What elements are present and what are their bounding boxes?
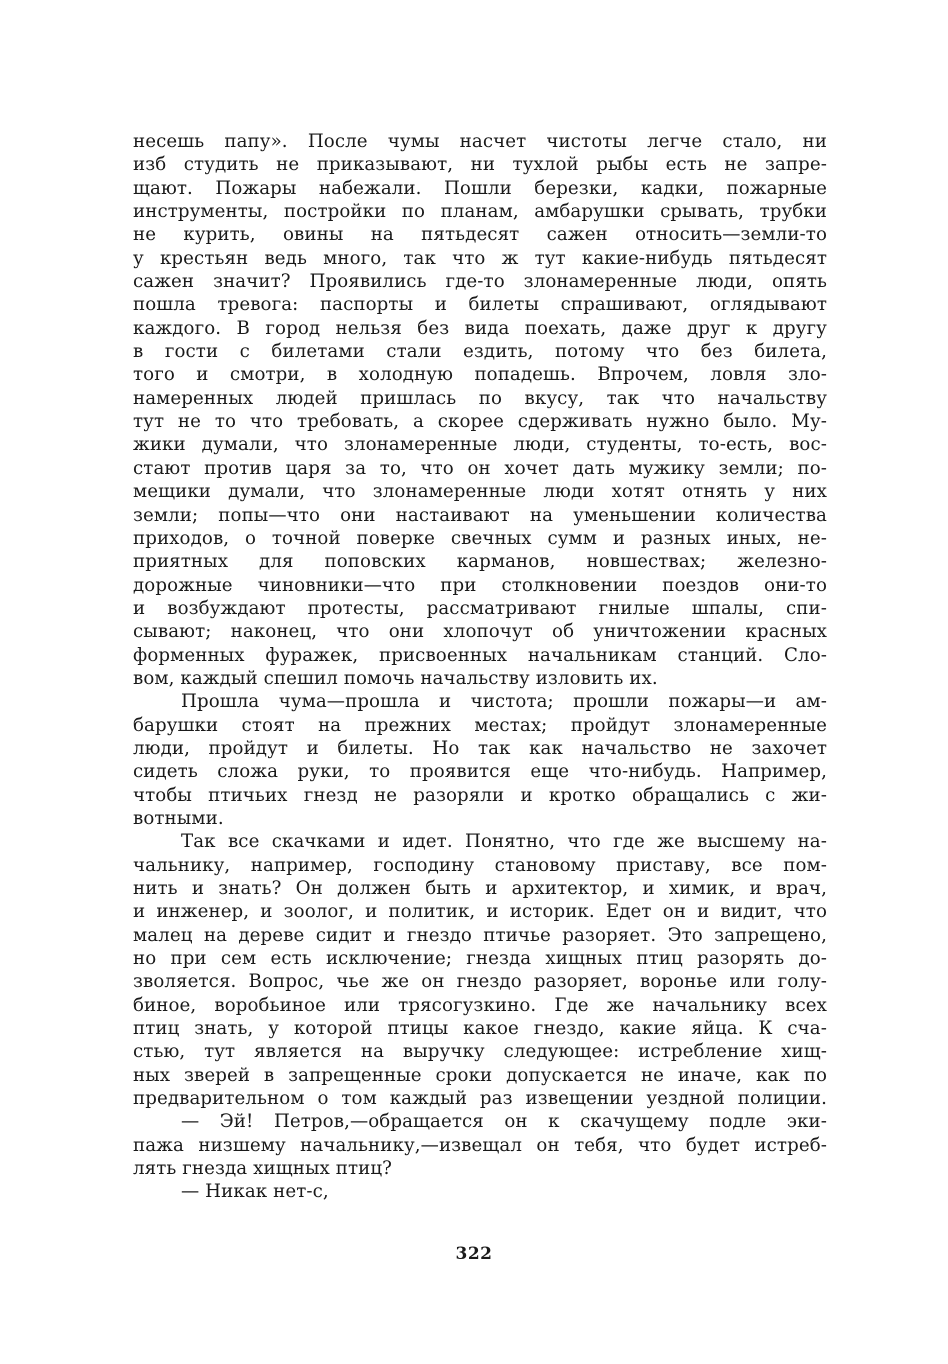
text-line: вотными. [133, 807, 224, 829]
text-line: не курить, овины на пятьдесят сажен относить—земли-то [133, 224, 827, 246]
text-line: несешь папу». После чумы насчет чистоты легче стало, ни [133, 131, 827, 152]
text-line: но при сем есть исключение; гнезда хищных птиц разорять до- [133, 948, 827, 970]
text-line: Так все скачками и идет. Понятно, что где же высшему на- [181, 831, 827, 853]
text-line: жики думали, что злонамеренные люди, студенты, то-есть, вос- [133, 434, 827, 456]
text-line: стью, тут является на выручку следующее: истребление хищ- [133, 1041, 827, 1063]
text-line: в гости с билетами стали ездить, потому что без билета, [133, 341, 827, 363]
text-line: сывают; наконец, что они хлопочут об уничтожении красных [133, 621, 827, 643]
text-line: вом, каждый спешил помочь начальству изловить их. [133, 667, 658, 689]
text-line: сажен значит? Проявились где-то злонамеренные люди, опять [133, 271, 827, 293]
text-line: зволяется. Вопрос, чье же он гнездо разоряет, воронье или голу- [133, 971, 827, 993]
text-line: и возбуждают протесты, рассматривают гнилые шпалы, спи- [133, 597, 827, 619]
text-line: тут не то что требовать, а скорее сдерживать нужно было. Му- [133, 411, 827, 433]
text-line: птиц знать, у которой птицы какое гнездо, какие яйца. К сча- [133, 1018, 827, 1040]
text-line: сидеть сложа руки, то проявится еще что-нибудь. Например, [133, 761, 827, 783]
text-line: чальнику, например, господину становому приставу, все пом- [133, 854, 827, 876]
text-line: земли; попы—что они настаивают на уменьшении количества [133, 504, 827, 526]
text-line: люди, пройдут и билеты. Но так как начальство не захочет [133, 737, 827, 759]
text-line: у крестьян ведь много, так что ж тут какие-нибудь пятьдесят [133, 247, 827, 269]
text-line: каждого. В город нельзя без вида поехать, даже друг к другу [133, 317, 827, 339]
text-line: биное, воробьиное или трясогузкино. Где же начальнику всех [133, 994, 827, 1016]
text-line: пажа низшему начальнику,—извещал он тебя, что будет истреб- [133, 1134, 827, 1156]
text-line: предварительном о том каждый раз извещении уездной полиции. [133, 1088, 827, 1110]
text-line: ных зверей в запрещенные сроки допускается не иначе, как по [133, 1064, 827, 1086]
text-line: приходов, о точной поверке свечных сумм и разных иных, не- [133, 527, 827, 549]
text-line: — Эй! Петров,—обращается он к скачущему подле эки- [181, 1111, 827, 1133]
text-line: приятных для поповских карманов, новшествах; железно- [133, 551, 827, 573]
text-line: форменных фуражек, присвоенных начальникам станций. Сло- [133, 644, 827, 666]
text-line: малец на дереве сидит и гнездо птичье разоряет. Это запрещено, [133, 924, 827, 946]
text-line: инструменты, постройки по планам, амбарушки срывать, трубки [133, 201, 827, 223]
text-line: того и смотри, в холодную попадешь. Впрочем, ловля зло- [133, 364, 827, 386]
text-line: и инженер, и зоолог, и политик, и историк. Едет он и видит, что [133, 901, 827, 923]
body-text [133, 130, 827, 1204]
text-line: намеренных людей пришлась по вкусу, так что начальству [133, 387, 827, 409]
text-line: лять гнезда хищных птиц? [133, 1158, 393, 1180]
text-line: дорожные чиновники—что при столкновении поездов они-то [133, 574, 827, 596]
text-line: нить и знать? Он должен быть и архитектор, и химик, и врач, [133, 878, 827, 899]
text-line: Прошла чума—прошла и чистота; прошли пожары—и ам- [181, 691, 827, 713]
text-line: чтобы птичьих гнезд не разоряли и кротко обращались с жи- [133, 784, 827, 806]
text-line: пошла тревога: паспорты и билеты спрашивают, оглядывают [133, 294, 827, 316]
text-line: — Никак нет-с, [181, 1181, 329, 1203]
text-line: щают. Пожары набежали. Пошли березки, кадки, пожарные [133, 177, 827, 199]
text-line: изб студить не приказывают, ни тухлой рыбы есть не запре- [133, 154, 827, 176]
text-line: барушки стоят на прежних местах; пройдут злонамеренные [133, 714, 827, 736]
text-line: мещики думали, что злонамеренные люди хотят отнять у них [133, 481, 827, 503]
page-number: 322 [455, 1244, 493, 1264]
text-line: стают против царя за то, что он хочет дать мужику земли; по- [133, 457, 827, 479]
